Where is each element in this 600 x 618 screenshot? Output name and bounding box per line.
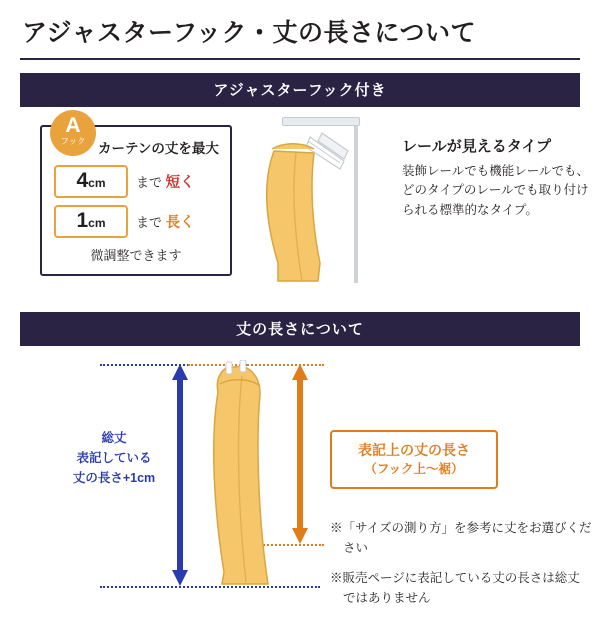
panel-footnote: 微調整できます <box>90 248 182 263</box>
section-2-header: 丈の長さについて <box>20 312 580 346</box>
total-length-arrow-icon <box>172 364 188 586</box>
measure-value: 4 <box>76 169 89 192</box>
note-item: ※「サイズの測り方」を参考に丈をお選びください <box>330 521 592 555</box>
adjust-prefix: まで <box>136 215 166 230</box>
curtain-length-illustration <box>196 360 316 590</box>
measure-chip <box>54 165 128 198</box>
page-title: アジャスターフック・丈の長さについて <box>20 14 580 60</box>
rail-type-body: 装飾レールでも機能レールでも、どのタイプのレールでも取り付けられる標準的なタイプ。 <box>402 164 590 217</box>
notes-list <box>330 518 592 618</box>
adjust-row-text <box>136 171 195 192</box>
total-length-label-line: 表記している <box>76 451 152 465</box>
section-1-header: アジャスターフック付き <box>20 73 580 107</box>
adjust-emphasis: 長く <box>165 215 195 231</box>
adjust-row <box>54 205 220 238</box>
adjust-row <box>54 165 220 198</box>
note-item: ※販売ページに表記している丈の長さは総丈ではありません <box>330 571 580 605</box>
section-2-body <box>20 346 592 605</box>
listed-length-box <box>330 430 498 489</box>
total-length-label <box>54 428 174 488</box>
panel-heading: カーテンの丈を最大 <box>98 141 219 156</box>
rail-type-title: レールが見えるタイプ <box>402 138 551 155</box>
a-hook-badge-letter: A <box>65 114 81 137</box>
rail-horizontal <box>282 117 360 126</box>
curtain-long-shape-icon <box>196 360 316 590</box>
rail-vertical <box>354 117 358 283</box>
adjust-emphasis: 短く <box>165 175 195 191</box>
curtain-rail-illustration <box>248 113 378 288</box>
a-hook-badge <box>50 110 96 156</box>
curtain-shape-icon <box>248 113 378 288</box>
adjust-row-text <box>136 211 195 232</box>
adjust-prefix: まで <box>136 175 166 190</box>
measure-value: 1 <box>76 209 89 232</box>
measure-unit: cm <box>88 216 106 230</box>
section-1-body <box>20 107 590 299</box>
rail-type-description <box>402 135 592 220</box>
total-length-label-line: 総丈 <box>101 431 127 445</box>
adjuster-panel <box>40 114 232 276</box>
a-hook-badge-sub: フック <box>60 136 86 146</box>
measure-unit: cm <box>88 176 106 190</box>
listed-length-line2: （フック上〜裾） <box>364 462 464 477</box>
listed-length-line1: 表記上の丈の長さ <box>358 442 470 458</box>
measure-chip <box>54 205 128 238</box>
total-length-label-line: 丈の長さ+1cm <box>72 471 156 485</box>
